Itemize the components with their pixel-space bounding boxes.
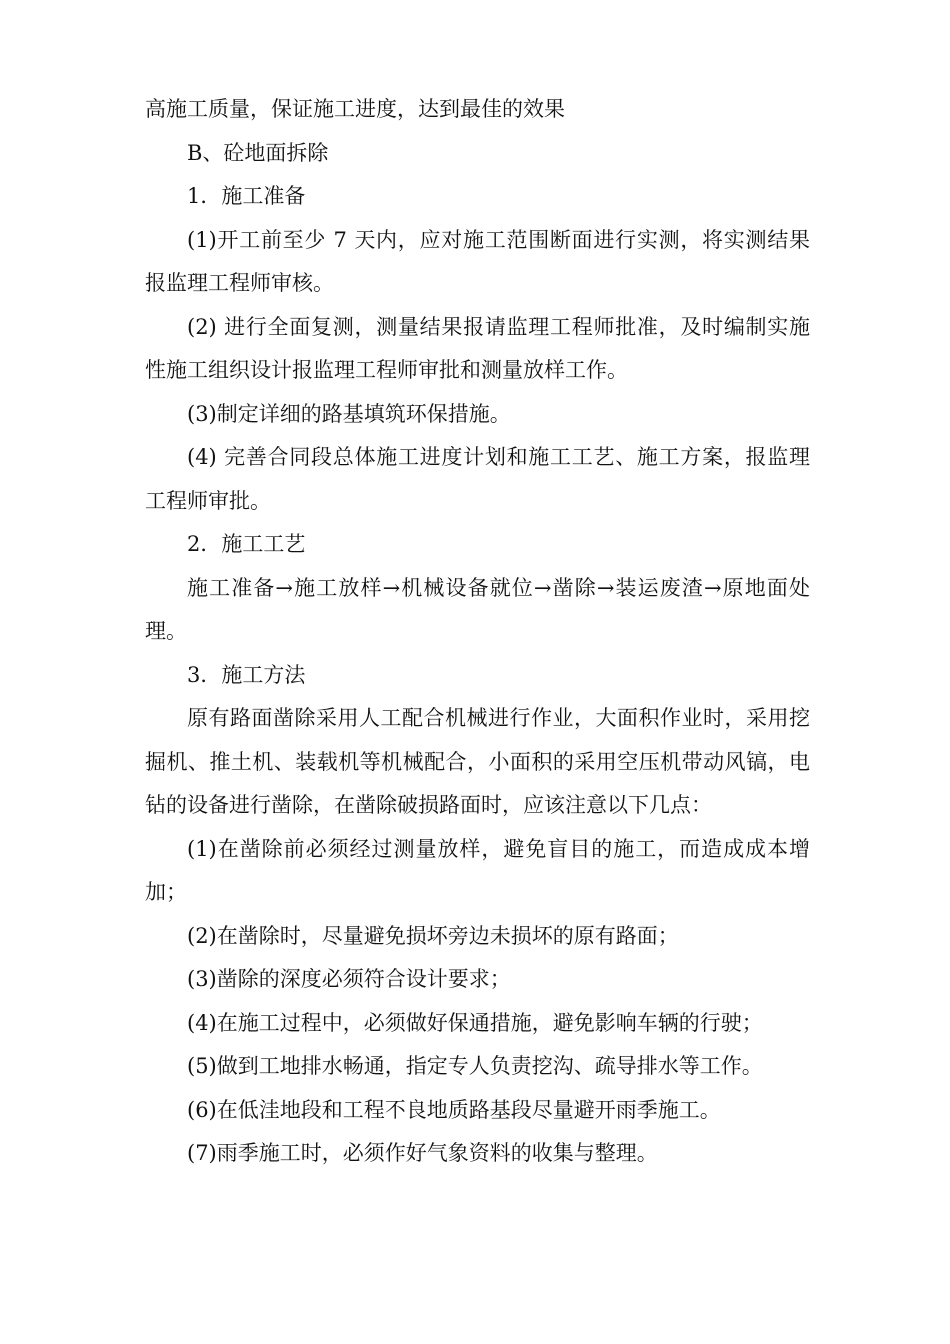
list-item: (2)在凿除时，尽量避免损坏旁边未损坏的原有路面； bbox=[187, 923, 679, 948]
paragraph: (3)制定详细的路基填筑环保措施。 bbox=[187, 401, 511, 426]
list-item: (4)在施工过程中，必须做好保通措施，避免影响车辆的行驶； bbox=[187, 1010, 763, 1035]
paragraph: 施工准备→施工放样→机械设备就位→凿除→装运废渣→原地面处理。 bbox=[145, 575, 810, 643]
paragraph: 高施工质量，保证施工进度，达到最佳的效果 bbox=[145, 97, 565, 121]
list-item: (7)雨季施工时，必须作好气象资料的收集与整理。 bbox=[187, 1141, 658, 1165]
paragraph: (2) 进行全面复测，测量结果报请监理工程师批准，及时编制实施性施工组织设计报监理工程师审批和测量放样工作。 bbox=[145, 314, 810, 382]
list-item: (5)做到工地排水畅通，指定专人负责挖沟、疏导排水等工作。 bbox=[187, 1054, 763, 1078]
list-item: (1)在凿除前必须经过测量放样，避免盲目的施工，而造成成本增加； bbox=[145, 836, 810, 904]
document-body bbox=[145, 88, 810, 1176]
paragraph: 原有路面凿除采用人工配合机械进行作业，大面积作业时，采用挖掘机、推土机、装载机等机械配合，小面积的采用空压机带动风镐，电钻的设备进行凿除，在凿除破损路面时，应该注意以下几点： bbox=[145, 706, 810, 817]
subsection-heading: 3．施工方法 bbox=[187, 662, 306, 687]
list-item: (3)凿除的深度必须符合设计要求； bbox=[187, 967, 511, 991]
subsection-heading: 2．施工工艺 bbox=[187, 532, 306, 556]
list-item: (6)在低洼地段和工程不良地质路基段尽量避开雨季施工。 bbox=[187, 1097, 721, 1122]
section-heading: B、砼地面拆除 bbox=[187, 140, 329, 165]
paragraph: (1)开工前至少 7 天内，应对施工范围断面进行实测，将实测结果报监理工程师审核。 bbox=[145, 227, 810, 295]
subsection-heading: 1．施工准备 bbox=[187, 184, 306, 208]
paragraph: (4) 完善合同段总体施工进度计划和施工工艺、施工方案，报监理工程师审批。 bbox=[145, 445, 810, 513]
